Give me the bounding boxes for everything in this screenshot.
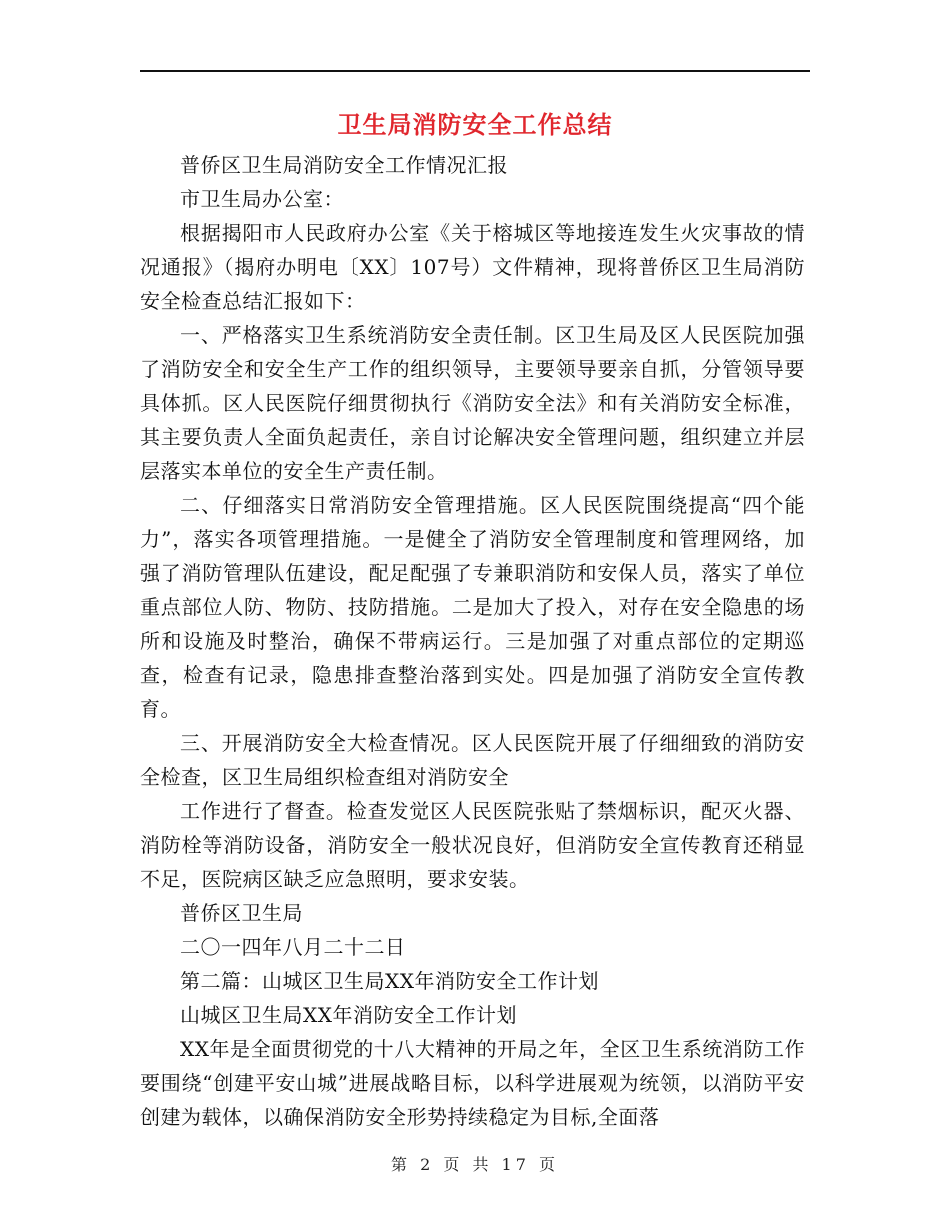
body-paragraph: 根据揭阳市人民政府办公室《关于榕城区等地接连发生火灾事故的情况通报》（揭府办明电〔XX〕107号）文件精神，现将普侨区卫生局消防安全检查总结汇报如下： — [140, 221, 805, 313]
body-paragraph: 一、严格落实卫生系统消防安全责任制。区卫生局及区人民医院加强了消防安全和安全生产工作的组织领导，主要领导要亲自抓，分管领导要具体抓。区人民医院仔细贯彻执行《消防安全法》和有关消防安全标准，其主要负责人全面负起责任，亲自讨论解决安全管理问题，组织建立并层层落实本单位的安全生产责任制。 — [140, 323, 805, 483]
page-number-footer: 第 2 页 共 17 页 — [391, 1155, 559, 1174]
signature-org: 普侨区卫生局 — [180, 901, 303, 925]
report-heading: 普侨区卫生局消防安全工作情况汇报 — [180, 153, 508, 177]
document-title: 卫生局消防安全工作总结 — [337, 111, 613, 139]
addressee: 市卫生局办公室： — [180, 187, 344, 211]
plan-title: 山城区卫生局XX年消防安全工作计划 — [180, 1003, 517, 1027]
header-rule — [140, 70, 810, 72]
body-paragraph: 二、仔细落实日常消防安全管理措施。区人民医院围绕提高“四个能力”，落实各项管理措施。一是健全了消防安全管理制度和管理网络，加强了消防管理队伍建设，配足配强了专兼职消防和安保人员，落实了单位重点部位人防、物防、技防措施。二是加大了投入，对存在安全隐患的场所和设施及时整治，确保不带病运行。三是加强了对重点部位的定期巡查，检查有记录，隐患排查整治落到实处。四是加强了消防安全宣传教育。 — [140, 493, 805, 721]
body-paragraph: 工作进行了督查。检查发觉区人民医院张贴了禁烟标识，配灭火器、消防栓等消防设备，消防安全一般状况良好，但消防安全宣传教育还稍显不足，医院病区缺乏应急照明，要求安装。 — [140, 799, 805, 891]
body-paragraph: XX年是全面贯彻党的十八大精神的开局之年，全区卫生系统消防工作要围绕“创建平安山城”进展战略目标，以科学进展观为统领，以消防平安创建为载体，以确保消防安全形势持续稳定为目标,全面落 — [140, 1037, 805, 1129]
section-heading: 第二篇：山城区卫生局XX年消防安全工作计划 — [180, 969, 599, 993]
document-body — [140, 148, 805, 1134]
body-paragraph: 三、开展消防安全大检查情况。区人民医院开展了仔细细致的消防安全检查，区卫生局组织检查组对消防安全 — [140, 731, 805, 789]
signature-date: 二〇一四年八月二十二日 — [180, 935, 406, 959]
